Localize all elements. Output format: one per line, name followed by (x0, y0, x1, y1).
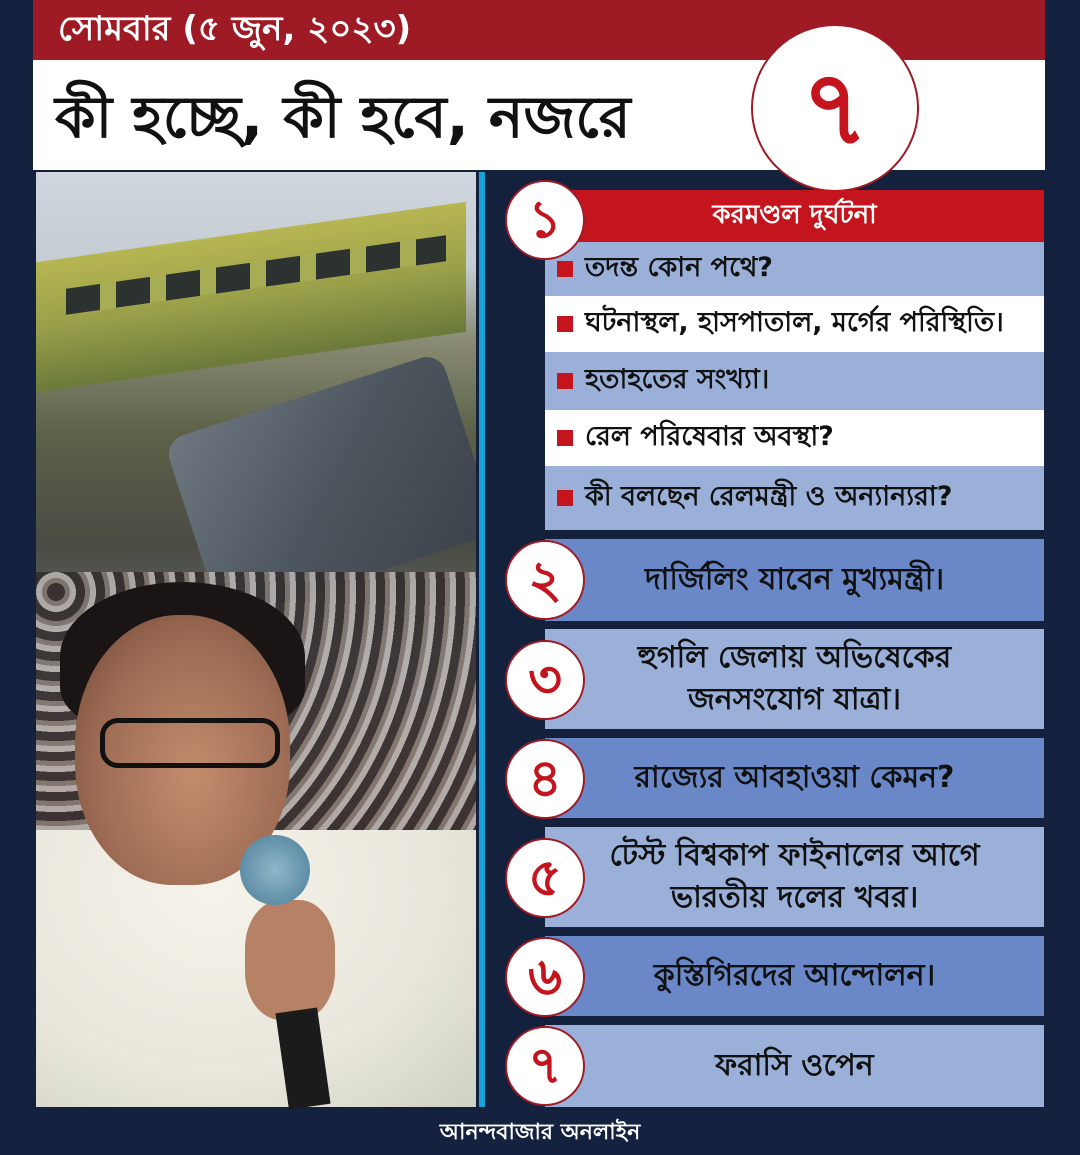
item-4-row (545, 738, 1044, 818)
item-3-label-line1: হুগলি জেলায় অভিষেকের (637, 640, 952, 675)
item-1-sub-3: হতাহতের সংখ্যা। (545, 352, 1044, 410)
item-1-label: করমণ্ডল দুর্ঘটনা (712, 200, 877, 230)
speaker-glasses (100, 718, 280, 768)
total-count-badge (751, 24, 919, 192)
item-7-row (545, 1025, 1044, 1107)
item-4-number-badge (505, 739, 585, 819)
vertical-divider (479, 172, 485, 1107)
date-label: সোমবার (৫ জুন, ২০২৩) (58, 9, 412, 49)
item-6-row (545, 936, 1044, 1016)
page-title: কী হচ্ছে, কী হবে, নজরে (55, 83, 631, 151)
item-2-number: ২ (528, 550, 562, 610)
footer (0, 1112, 1080, 1155)
item-7-number: ৭ (528, 1036, 562, 1096)
item-6-number-badge (505, 937, 585, 1017)
item-3-number-badge (505, 640, 585, 720)
item-1-sub-4: রেল পরিষেবার অবস্থা? (545, 410, 1044, 466)
item-7-number-badge (505, 1026, 585, 1106)
bullet-icon (557, 430, 573, 446)
speaker-hand (245, 900, 335, 1020)
item-1-sub-5: কী বলছেন রেলমন্ত্রী ও অন্যান্যরা? (545, 466, 1044, 530)
item-5-label-line1: টেস্ট বিশ্বকাপ ফাইনালের আগে (609, 838, 980, 873)
item-1-number: ১ (528, 190, 562, 250)
item-4-label: রাজ্যের আবহাওয়া কেমন? (634, 760, 955, 795)
item-6-number: ৬ (528, 947, 562, 1007)
item-5-number-badge (505, 838, 585, 918)
item-2-number-badge (505, 540, 585, 620)
item-5-label-line2: ভারতীয় দলের খবর। (670, 880, 919, 915)
item-5-row (545, 827, 1044, 927)
item-1-number-badge (505, 180, 585, 260)
brand-logo-text: আনন্দবাজার অনলাইন (439, 1120, 641, 1145)
total-count-number: ৭ (801, 47, 869, 169)
item-3-label-line2: জনসংযোগ যাত্রা। (687, 682, 902, 717)
item-6-label: কুস্তিগিরদের আন্দোলন। (653, 958, 936, 993)
item-2-label: দার্জিলিং যাবেন মুখ্যমন্ত্রী। (644, 562, 945, 597)
item-7-label: ফরাসি ওপেন (715, 1048, 874, 1083)
bullet-icon (557, 316, 573, 332)
item-1-sub-2: ঘটনাস্থল, হাসপাতাল, মর্গের পরিস্থিতি। (545, 296, 1044, 352)
bullet-icon (557, 490, 573, 506)
bullet-icon (557, 261, 573, 277)
item-2-row (545, 539, 1044, 621)
microphone-icon (240, 835, 310, 905)
item-3-number: ৩ (528, 650, 562, 710)
bullet-icon (557, 373, 573, 389)
item-1-sub-1: তদন্ত কোন পথে? (545, 242, 1044, 296)
item-5-number: ৫ (528, 848, 562, 908)
item-1-heading (545, 190, 1044, 242)
item-3-row (545, 629, 1044, 729)
item-4-number: ৪ (528, 749, 562, 809)
